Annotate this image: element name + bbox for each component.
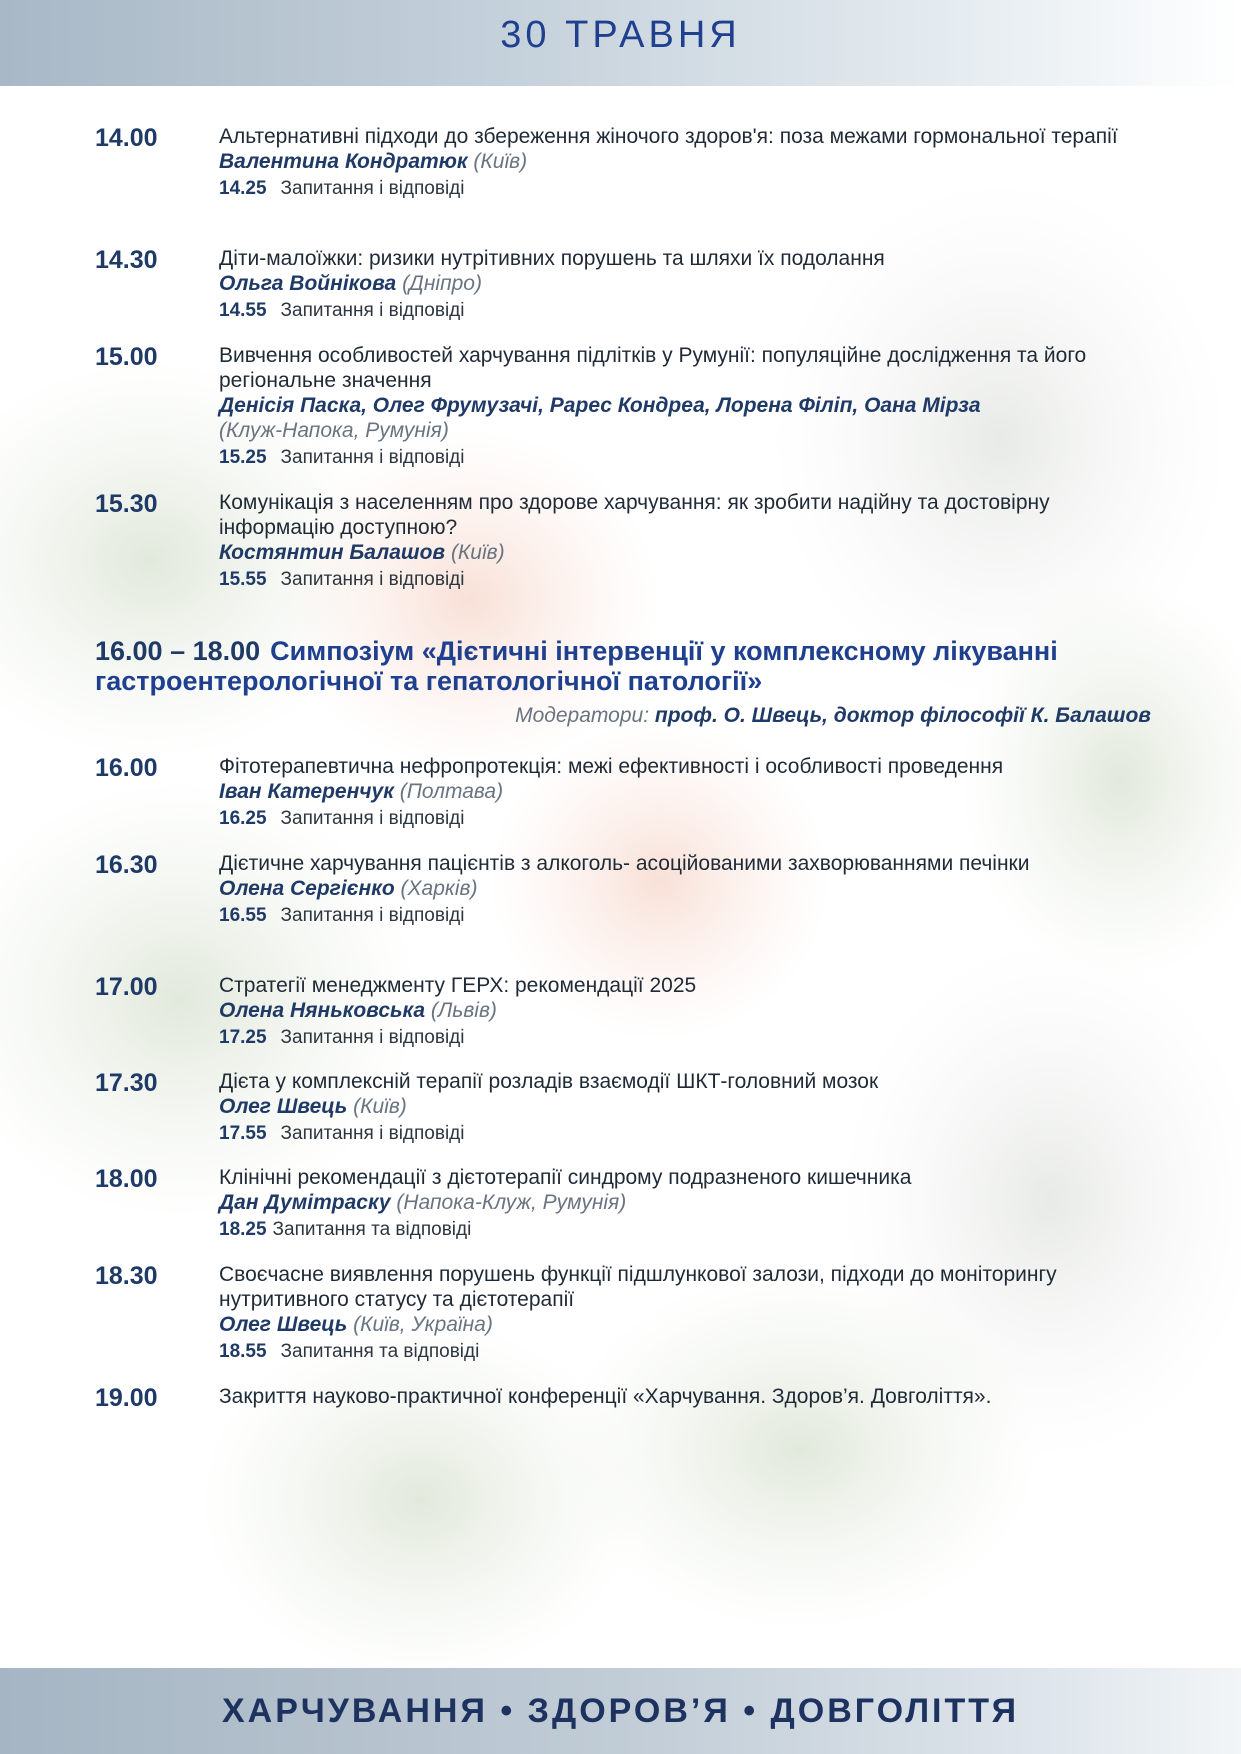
qa-time: 17.25	[219, 1027, 267, 1048]
qa-line	[219, 806, 1159, 831]
speaker-name: Ольга Войнікова	[219, 272, 397, 295]
item-time: 17.30	[95, 1069, 158, 1097]
item-title: Дієтичне харчування пацієнтів з алкоголь- асоційованими захворюваннями печінки	[219, 852, 1030, 875]
speaker-name: Олена Няньковська	[219, 999, 426, 1022]
item-time: 14.30	[95, 246, 158, 274]
qa-line	[219, 445, 1159, 470]
speaker-city: (Київ)	[473, 150, 528, 173]
item-title: Стратегії менеджменту ГЕРХ: рекомендації 2025	[219, 974, 697, 997]
item-time: 15.00	[95, 343, 158, 371]
speaker-name: Костянтин Балашов	[219, 541, 446, 564]
speaker-city: (Полтава)	[399, 780, 504, 803]
symposium-heading	[95, 636, 1155, 696]
qa-line	[219, 567, 1159, 592]
speaker-name: Олег Швець	[219, 1095, 348, 1118]
qa-time: 18.55	[219, 1341, 267, 1362]
speaker-name: Іван Катеренчук	[219, 780, 394, 803]
qa-time: 16.55	[219, 905, 267, 926]
qa-label: Запитання і відповіді	[280, 447, 465, 468]
item-speaker	[219, 393, 1159, 443]
item-speaker	[219, 1094, 1159, 1119]
speaker-name: Дан Думітраску	[219, 1191, 391, 1214]
footer-slogan: ХАРЧУВАННЯ • ЗДОРОВ’Я • ДОВГОЛІТТЯ	[221, 1692, 1020, 1730]
item-speaker	[219, 540, 1159, 565]
symposium-title: Симпозіум «Дієтичні інтервенції у комплексному лікуванні гастроентерологічної та гепатологічної патології»	[95, 636, 1058, 696]
item-time: 18.30	[95, 1262, 158, 1290]
speaker-city: (Напока-Клуж, Румунія)	[396, 1191, 627, 1214]
item-title: Своєчасне виявлення порушень функції підшлункової залози, підходи до моніторингу нутритивного статусу та дієтотерапії	[219, 1263, 1057, 1311]
symposium-moderators	[95, 704, 1151, 728]
item-title: Дієта у комплексній терапії розладів взаємодії ШКТ-головний мозок	[219, 1070, 879, 1093]
speaker-name: Олена Сергієнко	[219, 877, 395, 900]
qa-time: 15.25	[219, 447, 267, 468]
speaker-name: Валентина Кондратюк	[219, 150, 468, 173]
item-speaker	[219, 1190, 1159, 1215]
item-time: 15.30	[95, 490, 158, 518]
item-title: Фітотерапевтична нефропротекція: межі ефективності і особливості проведення	[219, 755, 1004, 778]
qa-label: Запитання і відповіді	[280, 178, 465, 199]
item-speaker	[219, 149, 1159, 174]
item-time: 16.00	[95, 754, 158, 782]
moderators-names: проф. О. Швець, доктор філософії К. Балашов	[654, 704, 1151, 727]
speaker-city: (Київ)	[353, 1095, 407, 1118]
symposium-time: 16.00 – 18.00	[95, 636, 261, 666]
item-time: 16.30	[95, 851, 158, 879]
qa-label: Запитання і відповіді	[280, 905, 465, 926]
speaker-name: Олег Швець	[219, 1313, 348, 1336]
qa-line	[219, 903, 1159, 928]
item-title: Альтернативні підходи до збереження жіночого здоров'я: поза межами гормональної терапії	[219, 125, 1118, 148]
qa-time: 18.25	[219, 1219, 267, 1240]
qa-line	[219, 176, 1159, 201]
qa-time: 14.25	[219, 178, 267, 199]
qa-line	[219, 1025, 1159, 1050]
speaker-city: (Дніпро)	[402, 272, 482, 295]
qa-line	[219, 298, 1159, 323]
qa-line	[219, 1217, 1159, 1242]
qa-label: Запитання і відповіді	[280, 569, 465, 590]
item-title: Вивчення особливостей харчування підлітків у Румунії: популяційне дослідження та його регіональне значення	[219, 344, 1087, 392]
qa-time: 16.25	[219, 808, 267, 829]
speaker-city: (Клуж-Напока, Румунія)	[219, 419, 449, 442]
item-time: 17.00	[95, 973, 158, 1001]
item-title: Комунікація з населенням про здорове харчування: як зробити надійну та достовірну інформацію доступною?	[219, 491, 1050, 539]
item-speaker	[219, 271, 1159, 296]
speaker-city: (Львів)	[430, 999, 497, 1022]
item-title: Клінічні рекомендації з дієтотерапії синдрому подразненого кишечника	[219, 1166, 912, 1189]
qa-time: 14.55	[219, 300, 267, 321]
item-title: Діти-малоїжки: ризики нутрітивних порушень та шляхи їх подолання	[219, 247, 885, 270]
qa-label: Запитання та відповіді	[280, 1341, 480, 1362]
speaker-city: (Харків)	[400, 877, 478, 900]
item-speaker	[219, 998, 1159, 1023]
moderators-label: Модератори:	[515, 704, 650, 727]
item-time: 19.00	[95, 1384, 158, 1412]
item-time: 14.00	[95, 124, 158, 152]
qa-label: Запитання та відповіді	[272, 1219, 472, 1240]
qa-label: Запитання і відповіді	[280, 1027, 465, 1048]
qa-label: Запитання і відповіді	[280, 300, 465, 321]
item-time: 18.00	[95, 1165, 158, 1193]
qa-label: Запитання і відповіді	[280, 808, 465, 829]
speaker-city: (Київ)	[450, 541, 505, 564]
speaker-city: (Київ, Україна)	[353, 1313, 493, 1336]
item-speaker	[219, 1312, 1159, 1337]
qa-label: Запитання і відповіді	[280, 1123, 465, 1144]
item-speaker	[219, 876, 1159, 901]
item-title: Закриття науково-практичної конференції «Харчування. Здоров’я. Довголіття».	[219, 1385, 992, 1408]
item-speaker	[219, 779, 1159, 804]
speaker-name: Денісія Паска, Олег Фрумузачі, Рарес Кондреа, Лорена Філіп, Оана Мірза	[219, 394, 981, 417]
qa-line	[219, 1339, 1159, 1364]
qa-time: 15.55	[219, 569, 267, 590]
qa-time: 17.55	[219, 1123, 267, 1144]
page-title: 30 ТРАВНЯ	[500, 14, 741, 56]
qa-line	[219, 1121, 1159, 1146]
